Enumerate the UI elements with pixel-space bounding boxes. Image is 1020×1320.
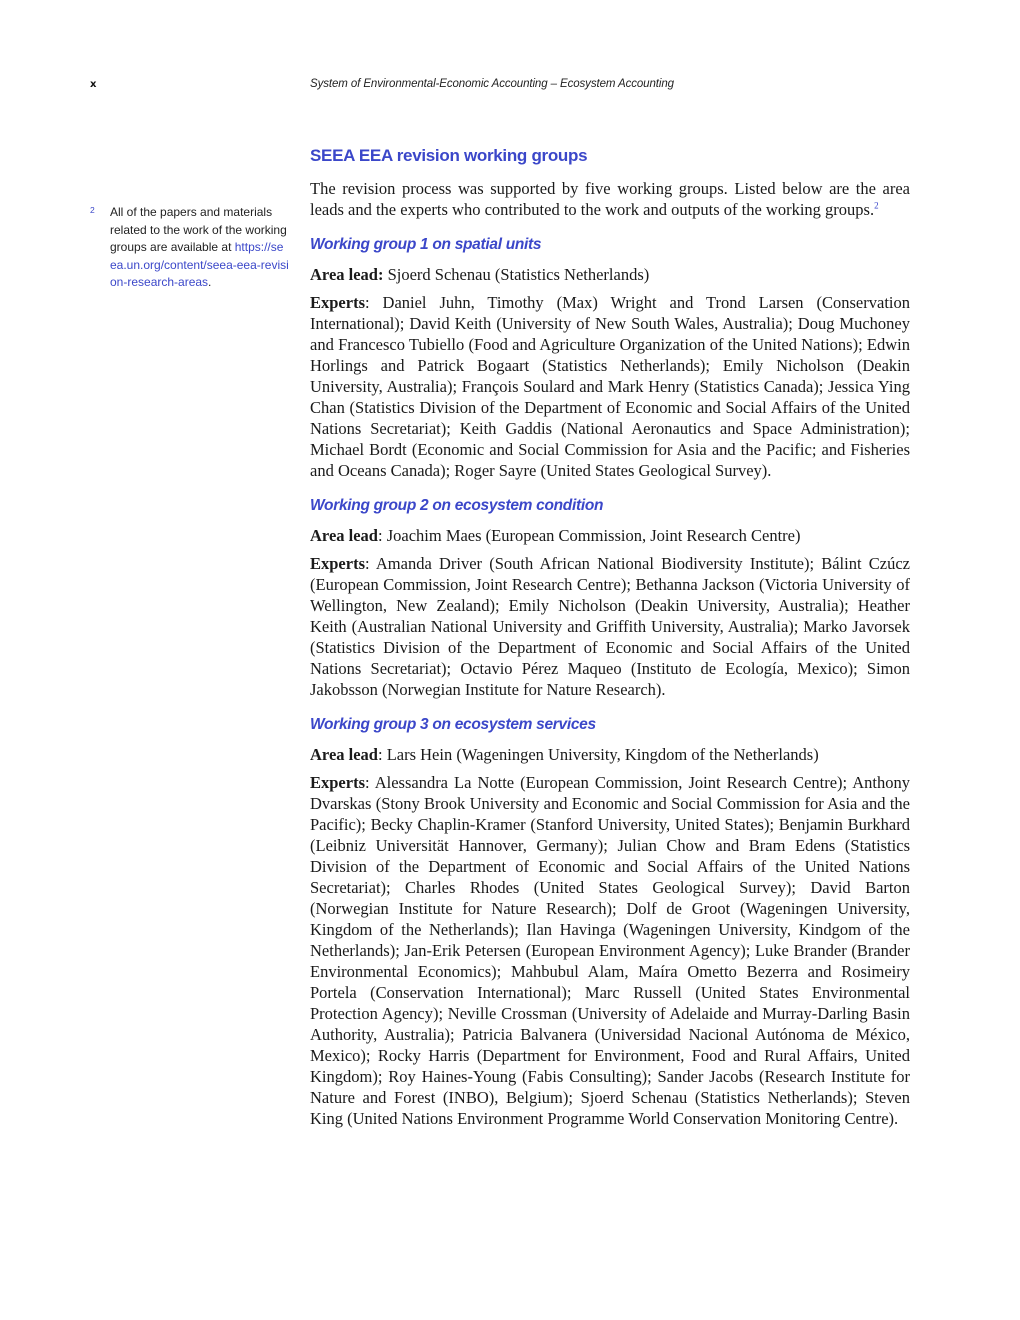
experts-list: Daniel Juhn, Timothy (Max) Wright and Trond Larsen (Conservation International); David Keith (University of New South Wales, Australia); Doug Muchoney and Francesco Tubiello (Food and Agriculture Organization of the United Nations); Edwin Horlings and Patrick Bogaart (Statistics Netherlands); Emily Nicholson (Deakin University, Australia); François Soulard and Mark Henry (Statistics Canada); Jessica Ying Chan (Statistics Division of the Department of Economic and Social Affairs of the United Nations Secretariat); Keith Gaddis (National Aeronautics and Space Administration); Michael Bordt (Economic and Social Commission for Asia and the Pacific; and Fisheries and Oceans Canada); Roger Sayre (United States Geological Survey). [310, 293, 910, 480]
section-title: SEEA EEA revision working groups [310, 146, 588, 165]
area-lead-value: Joachim Maes (European Commission, Joint Research Centre) [386, 526, 801, 545]
main-content [310, 146, 910, 1145]
sidenote [90, 204, 290, 292]
area-lead-label: Area lead [310, 745, 378, 764]
sidenote-link[interactable]: https://seea.un.org/content/seea-eea-revision-research-areas [110, 240, 289, 290]
area-lead [310, 264, 910, 285]
experts-list: Amanda Driver (South African National Biodiversity Institute); Bálint Czúcz (European Commission, Joint Research Centre); Bethanna Jackson (Victoria University of Wellington, New Zealand); Emily Nicholson (Deakin University, Australia); Heather Keith (Australian National University and Griffith University, Australia); Marko Javorsek (Statistics Division of the Department of Economic and Social Affairs of the United Nations Secretariat); Octavio Pérez Maqueo (Instituto de Ecología, Mexico); Simon Jakobsson (Norwegian Institute for Nature Research). [310, 554, 910, 699]
experts-list: Alessandra La Notte (European Commission, Joint Research Centre); Anthony Dvarskas (Stony Brook University and Economic and Social Commission for Asia and the Pacific); Becky Chaplin-Kramer (Stanford University, United States); Benjamin Burkhard (Leibniz Universität Hannover, Germany); Julian Chow and Bram Edens (Statistics Division of the Department of Economic and Social Affairs of the United Nations Secretariat); Charles Rhodes (United States Geological Survey); David Barton (Norwegian Institute for Nature Research); Dolf de Groot (Wageningen University, Kingdom of the Netherlands); Ilan Havinga (Wageningen University, Kindgom of the Netherlands); Jan-Erik Petersen (European Environment Agency); Luke Brander (Brander Environmental Economics); Mahbubul Alam, Maíra Ometto Bezerra and Rosimeiry Portela (Conservation International); Marc Russell (United States Environmental Protection Agency); Neville Crossman (University of Adelaide and Murray-Darling Basin Authority, Australia); Patricia Balvanera (Universidad Nacional Autónoma de México, Mexico); Rocky Harris (Department for Environment, Food and Rural Affairs, United Kingdom); Roy Haines-Young (Fabis Consulting); Sander Jacobs (Research Institute for Nature and Forest (INBO), Belgium); Sjoerd Schenau (Statistics Netherlands); Steven King (United Nations Environment Programme World Conservation Monitoring Centre). [310, 773, 910, 1128]
area-lead-sep: : [377, 745, 387, 764]
area-lead-value: Lars Hein (Wageningen University, Kingdom of the Netherlands) [386, 745, 819, 764]
working-group-title: Working group 2 on ecosystem condition [310, 497, 604, 514]
working-group-title: Working group 1 on spatial units [310, 236, 542, 253]
sidenote-text-after: . [208, 275, 212, 290]
running-header: System of Environmental-Economic Accounting – Ecosystem Accounting [310, 78, 674, 90]
area-lead-label: Area lead [310, 526, 378, 545]
intro-text: The revision process was supported by five working groups. Listed below are the area leads and the experts who contributed to the work and outputs of the working groups. [310, 179, 910, 219]
experts: Experts: Amanda Driver (South African National Biodiversity Institute); Bálint Czúcz (European Commission, Joint Research Centre); Bethanna Jackson (Victoria University of Wellington, New Zealand); Emily Nicholson (Deakin University, Australia); Heather Keith (Australian National University and Griffith University, Australia); Marko Javorsek (Statistics Division of the Department of Economic and Social Affairs of the United Nations Secretariat); Octavio Pérez Maqueo (Instituto de Ecología, Mexico); Simon Jakobsson (Norwegian Institute for Nature Research). [310, 554, 910, 699]
sidenote-marker: 2 [90, 205, 95, 215]
experts-label: Experts [310, 773, 365, 792]
area-lead-value: Sjoerd Schenau (Statistics Netherlands) [387, 265, 650, 284]
area-lead-label: Area lead: [310, 265, 384, 284]
sidenote-text-before: All of the papers and materials related to the work of the working groups are available at [110, 205, 287, 255]
working-group-title: Working group 3 on ecosystem services [310, 716, 596, 733]
experts-label: Experts [310, 554, 365, 573]
area-lead-sep: : [377, 526, 387, 545]
footnote-ref[interactable]: 2 [874, 200, 879, 211]
experts-label: Experts [310, 293, 365, 312]
intro-paragraph [310, 178, 910, 220]
experts: Experts: Alessandra La Notte (European Commission, Joint Research Centre); Anthony Dvarskas (Stony Brook University and Economic and Social Commission for Asia and the Pacific); Becky Chaplin-Kramer (Stanford University, United States); Benjamin Burkhard (Leibniz Universität Hannover, Germany); Julian Chow and Bram Edens (Statistics Division of the Department of Economic and Social Affairs of the United Nations Secretariat); Charles Rhodes (United States Geological Survey); David Barton (Norwegian Institute for Nature Research); Dolf de Groot (Wageningen University, Kingdom of the Netherlands); Ilan Havinga (Wageningen University, Kindgom of the Netherlands); Jan-Erik Petersen (European Environment Agency); Luke Brander (Brander Environmental Economics); Mahbubul Alam, Maíra Ometto Bezerra and Rosimeiry Portela (Conservation International); Marc Russell (United States Environmental Protection Agency); Neville Crossman (University of Adelaide and Murray-Darling Basin Authority, Australia); Patricia Balvanera (Universidad Nacional Autónoma de México, Mexico); Rocky Harris (Department for Environment, Food and Rural Affairs, United Kingdom); Roy Haines-Young (Fabis Consulting); Sander Jacobs (Research Institute for Nature and Forest (INBO), Belgium); Sjoerd Schenau (Statistics Netherlands); Steven King (United Nations Environment Programme World Conservation Monitoring Centre). [310, 773, 910, 1128]
area-lead [310, 744, 910, 765]
sidenote-text [110, 204, 290, 292]
experts: Experts: Daniel Juhn, Timothy (Max) Wright and Trond Larsen (Conservation International); David Keith (University of New South Wales, Australia); Doug Muchoney and Francesco Tubiello (Food and Agriculture Organization of the United Nations); Edwin Horlings and Patrick Bogaart (Statistics Netherlands); Emily Nicholson (Deakin University, Australia); François Soulard and Mark Henry (Statistics Canada); Jessica Ying Chan (Statistics Division of the Department of Economic and Social Affairs of the United Nations Secretariat); Keith Gaddis (National Aeronautics and Space Administration); Michael Bordt (Economic and Social Commission for Asia and the Pacific; and Fisheries and Oceans Canada); Roger Sayre (United States Geological Survey). [310, 293, 910, 480]
working-group-3 [310, 716, 910, 1129]
working-group-1 [310, 236, 910, 481]
working-group-2 [310, 497, 910, 700]
area-lead [310, 525, 910, 546]
page-number: x [90, 79, 97, 90]
